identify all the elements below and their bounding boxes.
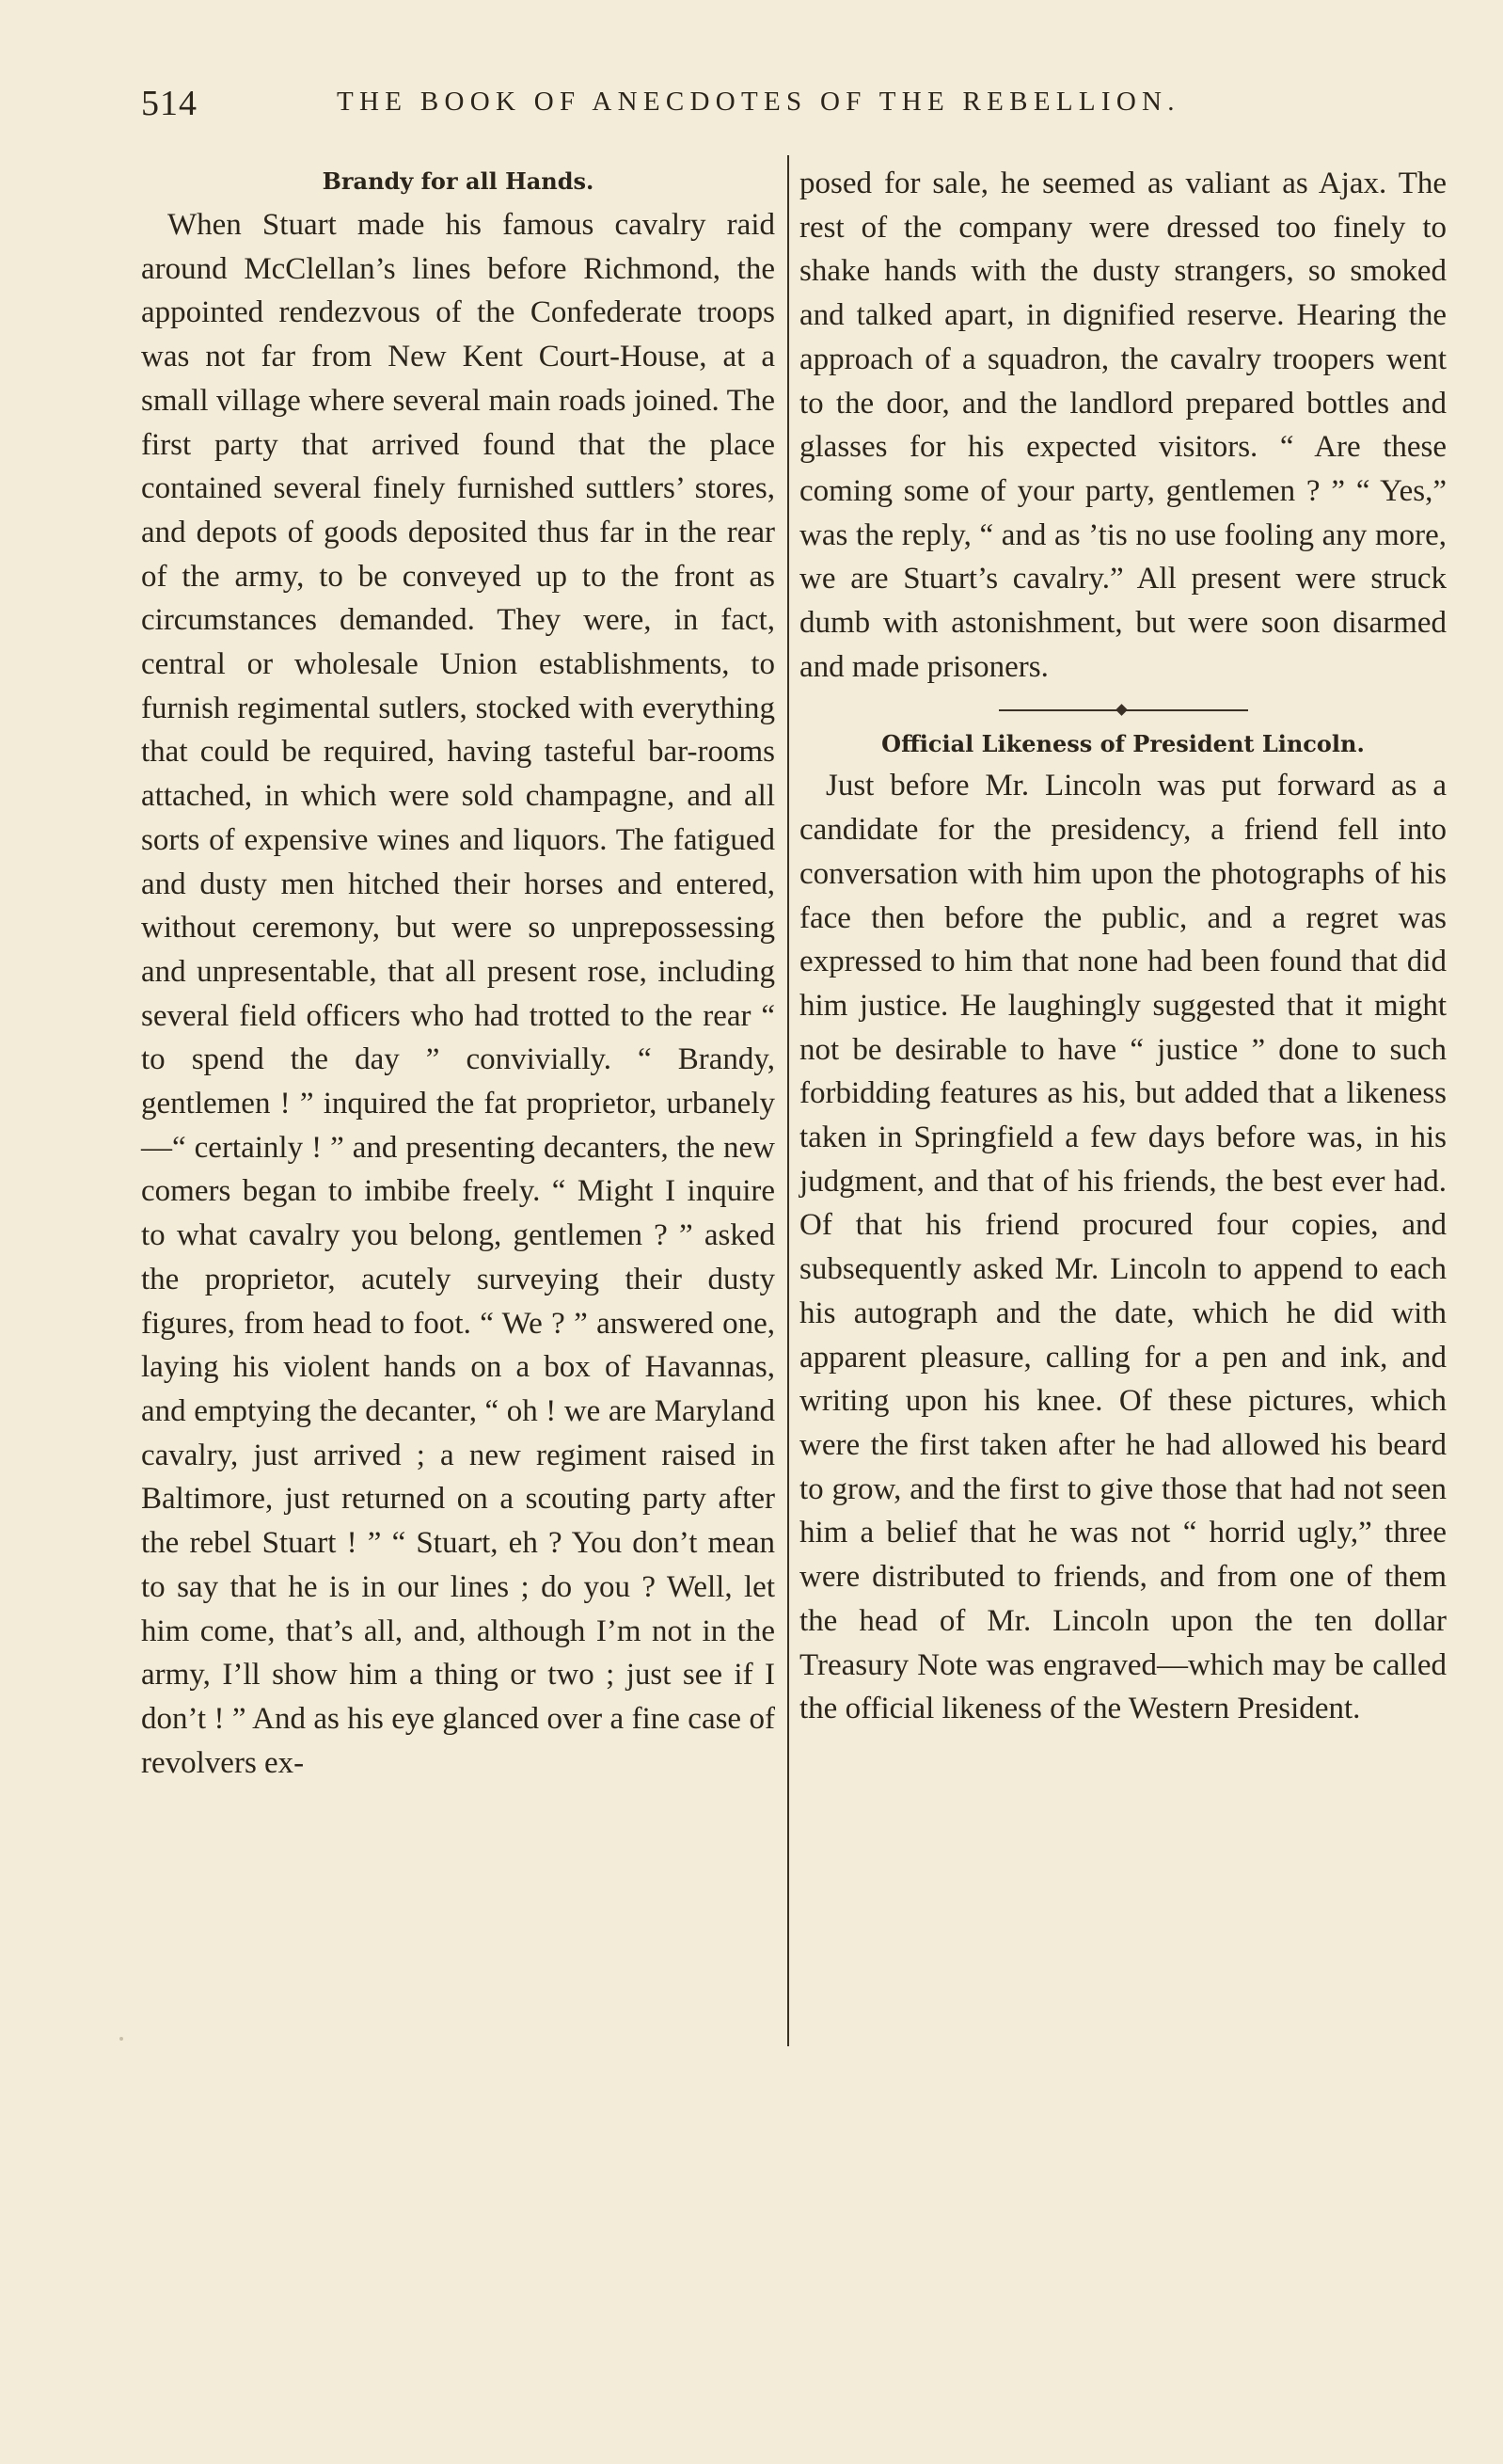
paper-speck — [119, 2037, 123, 2041]
anecdote-text-lincoln: Just before Mr. Lincoln was put forward as a candidate for the presidency, a friend fell into conversation with him upon the photographs of his face then before the public, and a regret was expressed to him that none had been found that did him justice. He laughingly suggested that it might not be desirable to have “ justice ” done to such forbidding features as his, but added that a likeness taken in Springfield a few days before was, in his judgment, and that of his friends, the best ever had. Of that his friend procured four copies, and subsequently asked Mr. Lincoln to append to each his autograph and the date, which he did with apparent pleasure, calling for a pen and ink, and writing upon his knee. Of these pictures, which were the first taken after he had allowed his beard to grow, and the first to give those that had not seen him a belief that he was not “ horrid ugly,” three were distributed to friends, and from one of them the head of Mr. Lincoln upon the ten dollar Treasury Note was engraved—which may be called the official likeness of the Western President. — [799, 769, 1447, 1726]
right-column — [799, 162, 1447, 1731]
section-separator — [999, 709, 1248, 711]
column-divider — [787, 155, 789, 2046]
section-title-lincoln: Official Likeness of President Lincoln. — [881, 730, 1365, 758]
running-title: THE BOOK OF ANECDOTES OF THE REBELLION. — [337, 87, 1180, 117]
left-column — [141, 162, 775, 1785]
section-title-brandy: Brandy for all Hands. — [322, 167, 594, 195]
anecdote-continuation-brandy: posed for sale, he seemed as valiant as Ajax. The rest of the company were dressed too finely to shake hands with the dusty strangers, so smoked and talked apart, in dignified reserve. Hearing the approach of a squadron, the cavalry troopers went to the door, and the landlord prepared bottles and glasses for his expected visitors. “ Are these coming some of your party, gentlemen ? ” “ Yes,” was the reply, “ and as ’tis no use fooling any more, we are Stuart’s cavalry.” All present were struck dumb with astonishment, but were soon disarmed and made prisoners. — [799, 167, 1447, 684]
page-header — [0, 83, 1503, 130]
page-number: 514 — [141, 84, 198, 123]
anecdote-text-brandy: When Stuart made his famous cavalry raid around McClellan’s lines before Richmond, the appointed rendezvous of the Confederate troops was not far from New Kent Court-House, at a small village where several main roads joined. The first party that arrived found that the place contained several finely furnished suttlers’ stores, and depots of goods deposited thus far in the rear of the army, to be conveyed up to the front as circumstances demanded. They were, in fact, central or wholesale Union establishments, to furnish regimental sutlers, stocked with everything that could be required, having tasteful bar-rooms attached, in which were sold champagne, and all sorts of expensive wines and liquors. The fatigued and dusty men hitched their horses and entered, without ceremony, but were so unprepossessing and unpresentable, that all present rose, including several field officers who had trotted to the rear “ to spend the day ” convivially. “ Brandy, gentlemen ! ” inquired the fat proprietor, urbanely—“ certainly ! ” and presenting decanters, the new comers began to imbibe freely. “ Might I inquire to what cavalry you belong, gentlemen ? ” asked the proprietor, acutely surveying their dusty figures, from head to foot. “ We ? ” answered one, laying his violent hands on a box of Havannas, and emptying the decanter, “ oh ! we are Maryland cavalry, just arrived ; a new regiment raised in Baltimore, just returned on a scouting party after the rebel Stuart ! ” “ Stuart, eh ? You don’t mean to say that he is in our lines ; do you ? Well, let him come, that’s all, and, although I’m not in the army, I’ll show him a thing or two ; just see if I don’t ! ” And as his eye glanced over a fine case of revolvers ex- — [141, 208, 775, 1780]
